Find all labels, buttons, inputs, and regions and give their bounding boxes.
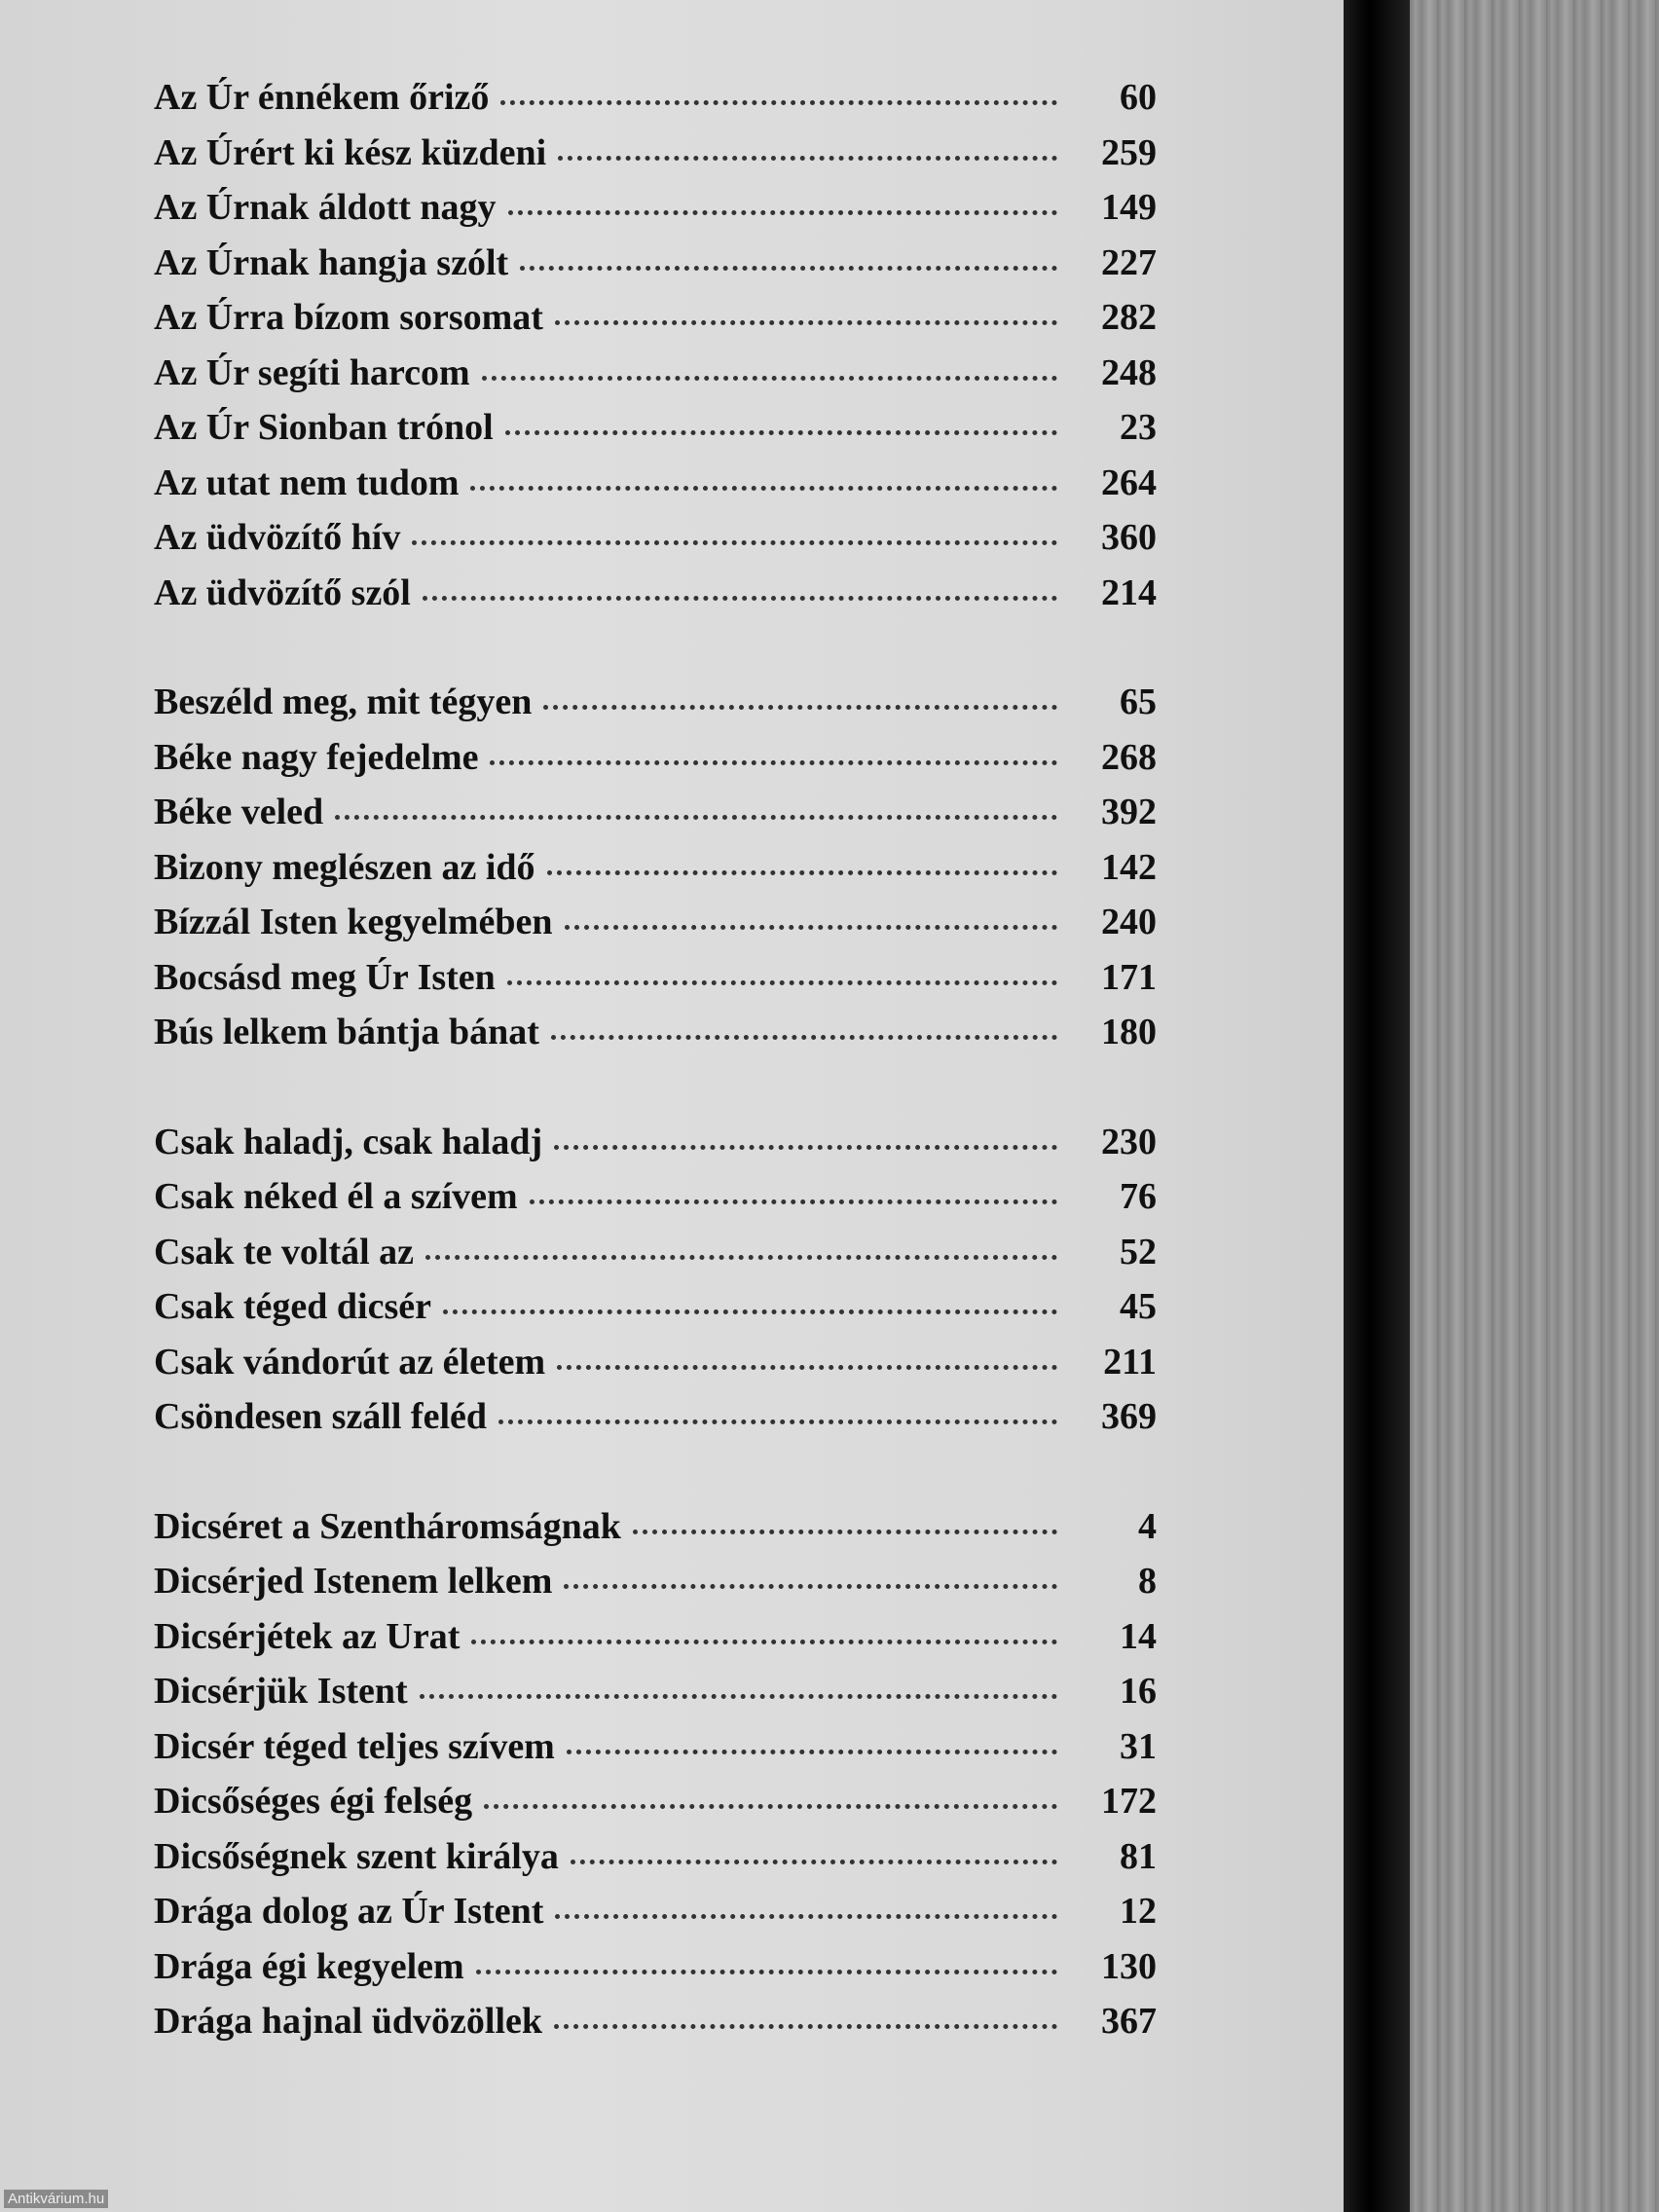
dot-leader — [558, 156, 1057, 161]
entry-page-number: 369 — [1101, 1396, 1157, 1437]
toc-entry — [154, 461, 1157, 517]
entry-title: Az Úrnak áldott nagy — [154, 187, 497, 228]
dot-leader — [498, 1419, 1057, 1424]
entry-title: Az Úrért ki kész küzdeni — [154, 131, 547, 173]
toc-group — [154, 681, 1157, 1066]
entry-title: Béke nagy fejedelme — [154, 736, 479, 778]
toc-entry — [154, 1505, 1157, 1561]
toc-entry — [154, 1835, 1157, 1891]
toc-entry — [154, 1780, 1157, 1835]
dot-leader — [507, 980, 1057, 985]
toc-entry — [154, 296, 1157, 351]
entry-title: Bocsásd meg Úr Isten — [154, 956, 496, 998]
toc-group — [154, 76, 1157, 626]
dot-leader — [425, 1255, 1057, 1260]
entry-title: Dicsőségnek szent királya — [154, 1835, 559, 1877]
watermark: Antikvárium.hu — [4, 2190, 108, 2208]
dot-leader — [547, 870, 1057, 875]
entry-title: Dicsér téged teljes szívem — [154, 1725, 555, 1767]
entry-title: Csak te voltál az — [154, 1231, 415, 1272]
toc-entry — [154, 1121, 1157, 1176]
entry-page-number: 60 — [1120, 77, 1157, 118]
dot-leader — [557, 1365, 1057, 1370]
dot-leader — [554, 2024, 1057, 2029]
entry-page-number: 171 — [1101, 956, 1157, 998]
entry-title: Az Úrnak hangja szólt — [154, 241, 509, 283]
dot-leader — [420, 1694, 1057, 1699]
entry-page-number: 240 — [1101, 902, 1157, 942]
toc-entry — [154, 846, 1157, 902]
entry-page-number: 23 — [1120, 407, 1157, 448]
toc-entry — [154, 1395, 1157, 1451]
dot-leader — [567, 1750, 1057, 1754]
dot-leader — [470, 486, 1057, 491]
toc-entry — [154, 131, 1157, 187]
entry-title: Az Úr énnékem őriző — [154, 77, 490, 118]
toc-entry — [154, 2000, 1157, 2055]
toc-entry — [154, 901, 1157, 956]
entry-title: Bizony meglészen az idő — [154, 846, 535, 888]
toc-entry — [154, 406, 1157, 461]
entry-title: Bús lelkem bántja bánat — [154, 1012, 539, 1052]
entry-page-number: 259 — [1101, 131, 1157, 173]
dot-leader — [484, 1804, 1057, 1809]
entry-page-number: 16 — [1120, 1671, 1157, 1712]
entry-page-number: 367 — [1101, 2001, 1157, 2042]
entry-page-number: 264 — [1101, 461, 1157, 503]
entry-title: Dicsőséges égi felség — [154, 1781, 473, 1822]
dot-leader — [571, 1860, 1057, 1864]
dot-leader — [555, 1914, 1057, 1919]
entry-title: Csak vándorút az életem — [154, 1341, 546, 1382]
entry-title: Dicsérjed Istenem lelkem — [154, 1561, 553, 1602]
toc-entry — [154, 1615, 1157, 1671]
dot-leader — [471, 1640, 1057, 1644]
entry-page-number: 65 — [1120, 682, 1157, 722]
entry-title: Béke veled — [154, 792, 324, 832]
entry-title: Csak haladj, csak haladj — [154, 1121, 543, 1162]
toc-entry — [154, 956, 1157, 1012]
entry-page-number: 76 — [1120, 1176, 1157, 1217]
toc-entry — [154, 1175, 1157, 1231]
entry-page-number: 14 — [1120, 1615, 1157, 1657]
entry-title: Dicsérjétek az Urat — [154, 1615, 461, 1657]
dot-leader — [633, 1530, 1057, 1534]
entry-title: Az üdvözítő hív — [154, 517, 401, 558]
toc-entry — [154, 76, 1157, 131]
entry-page-number: 392 — [1101, 792, 1157, 832]
toc-entry — [154, 1670, 1157, 1725]
entry-title: Csak néked él a szívem — [154, 1176, 518, 1217]
toc-entry — [154, 571, 1157, 627]
entry-page-number: 180 — [1101, 1012, 1157, 1052]
entry-page-number: 248 — [1101, 351, 1157, 393]
entry-title: Az Úrra bízom sorsomat — [154, 297, 543, 338]
dot-leader — [335, 815, 1057, 820]
dot-leader — [490, 760, 1057, 765]
entry-page-number: 130 — [1101, 1945, 1157, 1987]
entry-page-number: 282 — [1101, 297, 1157, 338]
dot-leader — [530, 1199, 1057, 1204]
entry-title: Bízzál Isten kegyelmében — [154, 902, 553, 942]
entry-title: Drága égi kegyelem — [154, 1945, 464, 1987]
dot-leader — [564, 1584, 1057, 1589]
entry-page-number: 4 — [1138, 1505, 1157, 1547]
dot-leader — [412, 540, 1057, 545]
entry-title: Beszéld meg, mit tégyen — [154, 682, 533, 722]
dot-leader — [543, 705, 1057, 710]
entry-title: Az utat nem tudom — [154, 461, 460, 503]
entry-page-number: 268 — [1101, 736, 1157, 778]
entry-title: Drága dolog az Úr Istent — [154, 1891, 544, 1932]
toc-entry — [154, 791, 1157, 846]
entry-title: Drága hajnal üdvözöllek — [154, 2001, 543, 2042]
toc-entry — [154, 1231, 1157, 1286]
entry-page-number: 227 — [1101, 241, 1157, 283]
toc-group — [154, 1121, 1157, 1451]
toc-entry — [154, 1285, 1157, 1341]
entry-page-number: 149 — [1101, 187, 1157, 228]
entry-title: Az üdvözítő szól — [154, 571, 411, 613]
dot-leader — [443, 1309, 1057, 1314]
dot-leader — [476, 1970, 1057, 1974]
toc-entry — [154, 1341, 1157, 1396]
entry-page-number: 230 — [1101, 1121, 1157, 1162]
entry-page-number: 12 — [1120, 1891, 1157, 1932]
toc-entry — [154, 1945, 1157, 2001]
toc-entry — [154, 186, 1157, 241]
dot-leader — [520, 266, 1057, 271]
entry-page-number: 8 — [1138, 1561, 1157, 1602]
toc-entry — [154, 241, 1157, 297]
toc-entry — [154, 516, 1157, 571]
book-spine — [1344, 0, 1410, 2212]
toc-entry — [154, 736, 1157, 792]
entry-title: Az Úr Sionban trónol — [154, 407, 494, 448]
dot-leader — [551, 1035, 1057, 1040]
entry-page-number: 214 — [1101, 571, 1157, 613]
toc-entry — [154, 1890, 1157, 1945]
dot-leader — [423, 596, 1057, 601]
dot-leader — [505, 430, 1057, 435]
entry-page-number: 172 — [1101, 1781, 1157, 1822]
background-surface — [1410, 0, 1659, 2212]
entry-page-number: 45 — [1120, 1286, 1157, 1327]
toc-group — [154, 1505, 1157, 2055]
entry-page-number: 52 — [1120, 1231, 1157, 1272]
dot-leader — [555, 320, 1057, 325]
entry-title: Csöndesen száll feléd — [154, 1396, 487, 1437]
toc-entry — [154, 681, 1157, 736]
toc-entry — [154, 1560, 1157, 1615]
entry-page-number: 31 — [1120, 1725, 1157, 1767]
toc-entry — [154, 351, 1157, 407]
dot-leader — [508, 210, 1057, 215]
entry-page-number: 81 — [1120, 1835, 1157, 1877]
entry-page-number: 142 — [1101, 846, 1157, 888]
entry-title: Dicsérjük Istent — [154, 1671, 408, 1712]
dot-leader — [482, 376, 1057, 381]
toc-entry — [154, 1725, 1157, 1781]
dot-leader — [565, 925, 1057, 930]
entry-title: Dicséret a Szentháromságnak — [154, 1505, 621, 1547]
dot-leader — [500, 100, 1057, 105]
entry-page-number: 360 — [1101, 517, 1157, 558]
table-of-contents — [154, 76, 1157, 2110]
entry-title: Az Úr segíti harcom — [154, 351, 470, 393]
entry-title: Csak téged dicsér — [154, 1286, 431, 1327]
entry-page-number: 211 — [1103, 1341, 1157, 1382]
toc-entry — [154, 1011, 1157, 1066]
dot-leader — [554, 1145, 1057, 1150]
